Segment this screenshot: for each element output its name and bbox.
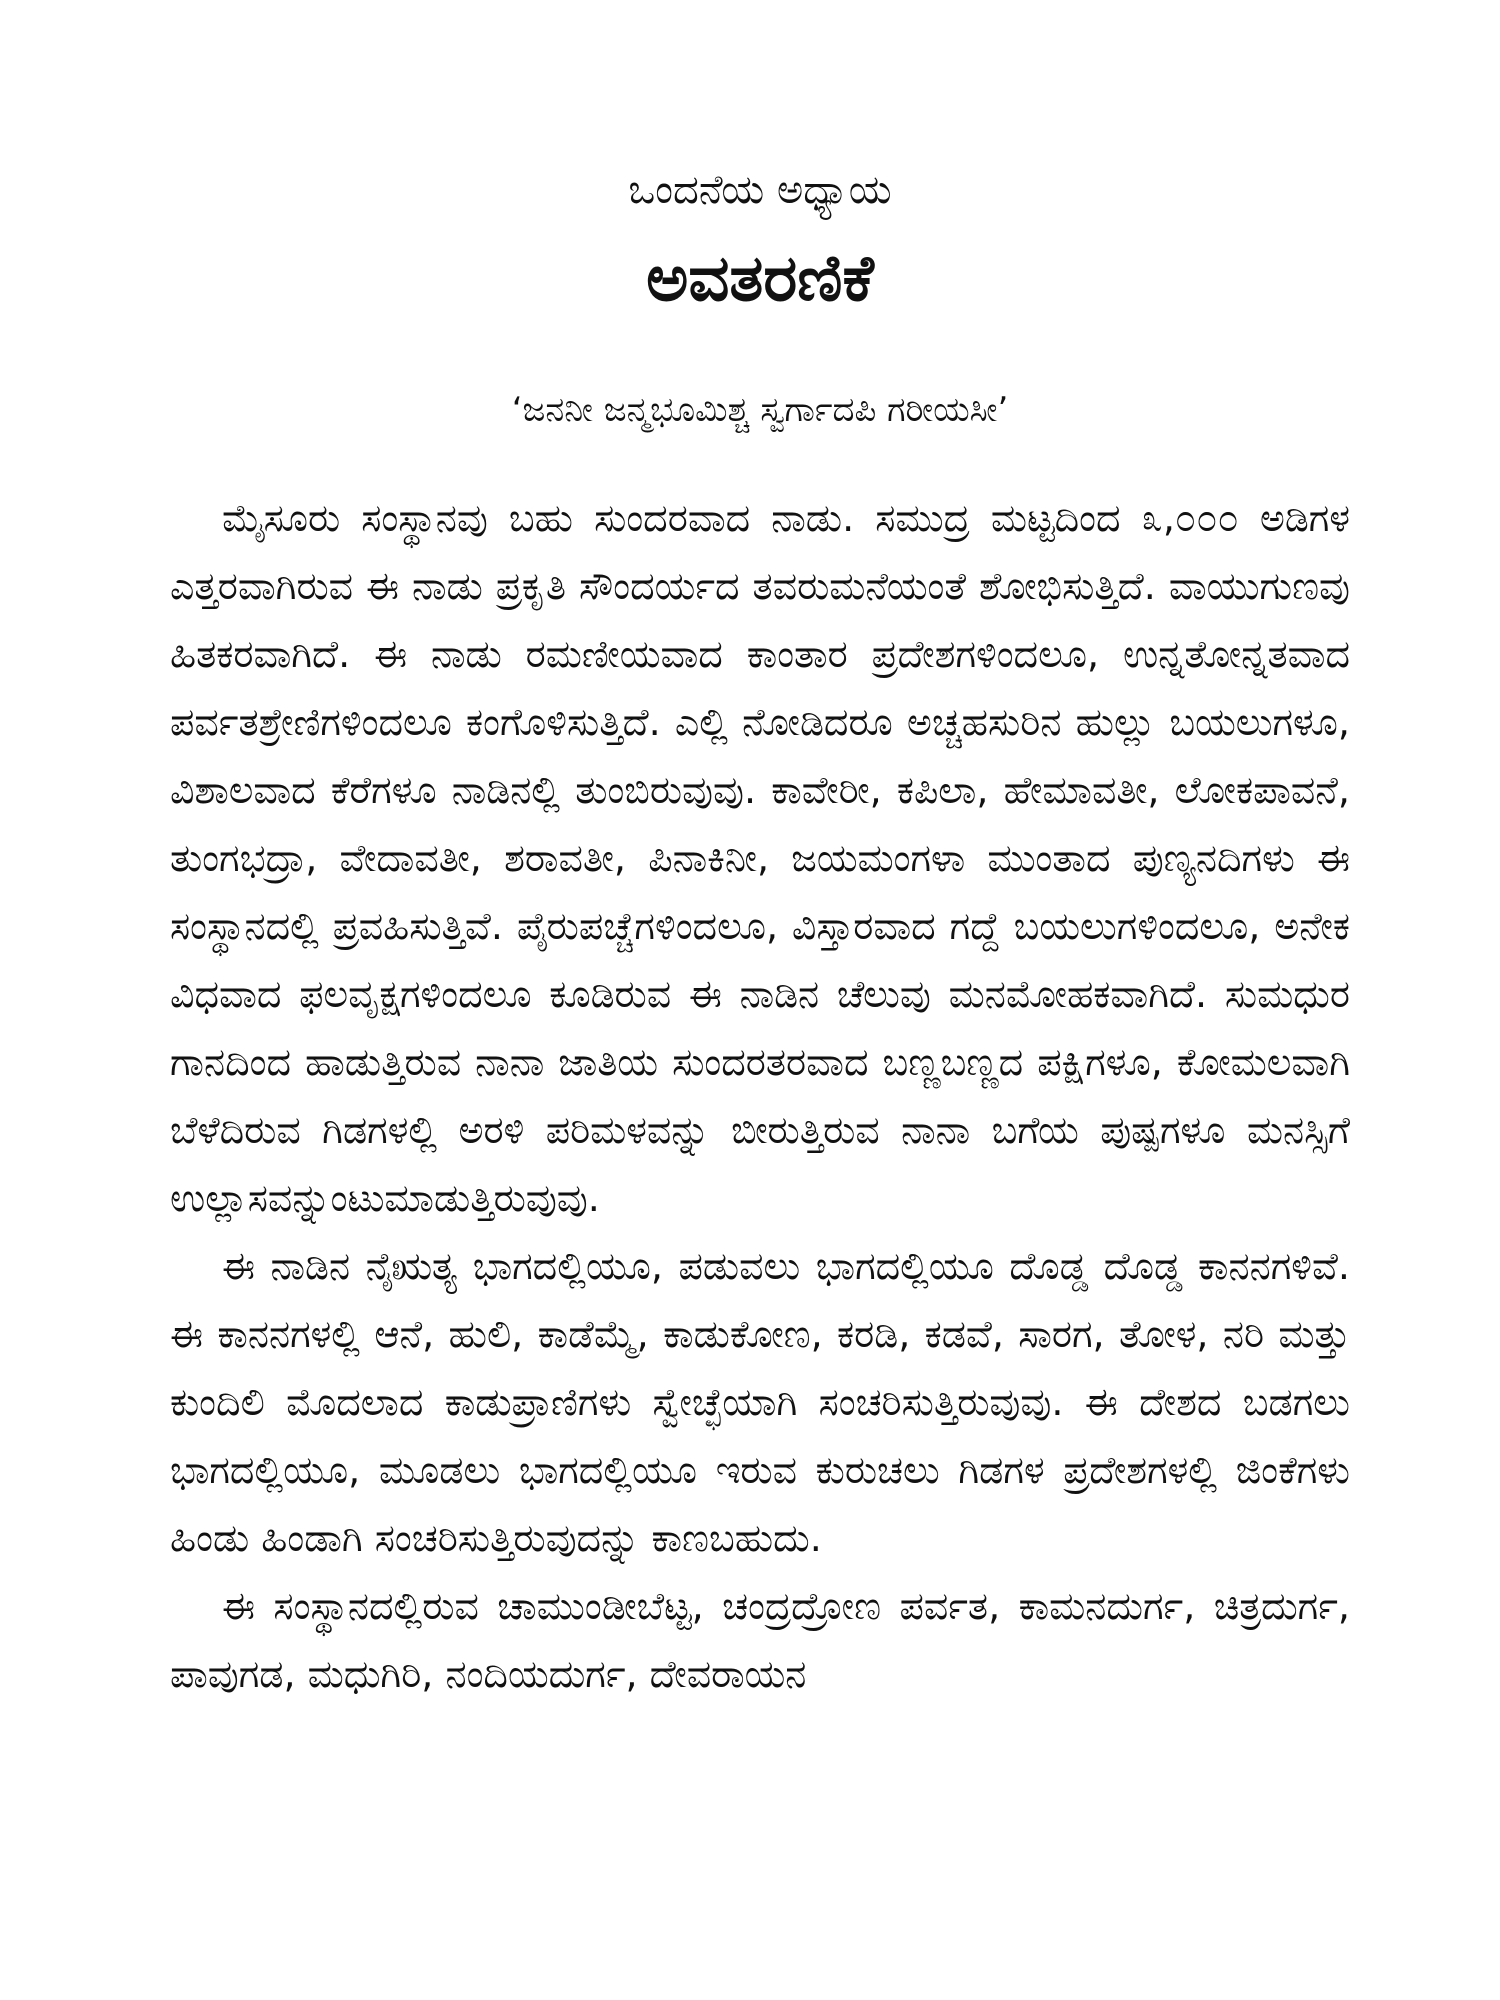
page-content — [170, 160, 1350, 1708]
epigraph-quote: ‘ಜನನೀ ಜನ್ಮಭೂಮಿಶ್ಚ ಸ್ವರ್ಗಾದಪಿ ಗರೀಯಸೀ’ — [511, 390, 1009, 430]
body-paragraph-2: ಈ ನಾಡಿನ ನೈಋತ್ಯ ಭಾಗದಲ್ಲಿಯೂ, ಪಡುವಲು ಭಾಗದಲ್ಲಿಯೂ ದೊಡ್ಡ ದೊಡ್ಡ ಕಾನನಗಳಿವೆ. ಈ ಕಾನನಗಳಲ್ಲಿ ಆನೆ, ಹುಲಿ, ಕಾಡೆಮ್ಮೆ, ಕಾಡುಕೋಣ, ಕರಡಿ, ಕಡವೆ, ಸಾರಗ, ತೋಳ, ನರಿ ಮತ್ತು ಕುಂದಿಲಿ ಮೊದಲಾದ ಕಾಡುಪ್ರಾಣಿಗಳು ಸ್ವೇಚ್ಛೆಯಾಗಿ ಸಂಚರಿಸುತ್ತಿರುವುವು. ಈ ದೇಶದ ಬಡಗಲು ಭಾಗದಲ್ಲಿಯೂ, ಮೂಡಲು ಭಾಗದಲ್ಲಿಯೂ ಇರುವ ಕುರುಚಲು ಗಿಡಗಳ ಪ್ರದೇಶಗಳಲ್ಲಿ ಜಿಂಕೆಗಳು ಹಿಂಡು ಹಿಂಡಾಗಿ ಸಂಚರಿಸುತ್ತಿರುವುದನ್ನು ಕಾಣಬಹುದು. — [170, 1244, 1350, 1560]
body-paragraph-3: ಈ ಸಂಸ್ಥಾನದಲ್ಲಿರುವ ಚಾಮುಂಡೀಬೆಟ್ಟ, ಚಂದ್ರದ್ರೋಣ ಪರ್ವತ, ಕಾಮನದುರ್ಗ, ಚಿತ್ರದುರ್ಗ, ಪಾವುಗಡ, ಮಧುಗಿರಿ, ನಂದಿಯದುರ್ಗ, ದೇವರಾಯನ — [170, 1584, 1350, 1696]
chapter-label: ಒಂದನೆಯ ಅಧ್ಯಾಯ — [628, 167, 892, 213]
body-paragraph-1: ಮೈಸೂರು ಸಂಸ್ಥಾನವು ಬಹು ಸುಂದರವಾದ ನಾಡು. ಸಮುದ್ರ ಮಟ್ಟದಿಂದ ೩,೦೦೦ ಅಡಿಗಳ ಎತ್ತರವಾಗಿರುವ ಈ ನಾಡು ಪ್ರಕೃತಿ ಸೌಂದರ್ಯದ ತವರುಮನೆಯಂತೆ ಶೋಭಿಸುತ್ತಿದೆ. ವಾಯುಗುಣವು ಹಿತಕರವಾಗಿದೆ. ಈ ನಾಡು ರಮಣೀಯವಾದ ಕಾಂತಾರ ಪ್ರದೇಶಗಳಿಂದಲೂ, ಉನ್ನತೋನ್ನತವಾದ ಪರ್ವತಶ್ರೇಣಿಗಳಿಂದಲೂ ಕಂಗೊಳಿಸುತ್ತಿದೆ. ಎಲ್ಲಿ ನೋಡಿದರೂ ಅಚ್ಚಹಸುರಿನ ಹುಲ್ಲು ಬಯಲುಗಳೂ, ವಿಶಾಲವಾದ ಕೆರೆಗಳೂ ನಾಡಿನಲ್ಲಿ ತುಂಬಿರುವುವು. ಕಾವೇರೀ, ಕಪಿಲಾ, ಹೇಮಾವತೀ, ಲೋಕಪಾವನೆ, ತುಂಗಭದ್ರಾ, ವೇದಾವತೀ, ಶರಾವತೀ, ಪಿನಾಕಿನೀ, ಜಯಮಂಗಳಾ ಮುಂತಾದ ಪುಣ್ಯನದಿಗಳು ಈ ಸಂಸ್ಥಾನದಲ್ಲಿ ಪ್ರವಹಿಸುತ್ತಿವೆ. ಪೈರುಪಚ್ಚೆಗಳಿಂದಲೂ, ವಿಸ್ತಾರವಾದ ಗದ್ದೆ ಬಯಲುಗಳಿಂದಲೂ, ಅನೇಕ ವಿಧವಾದ ಫಲವೃಕ್ಷಗಳಿಂದಲೂ ಕೂಡಿರುವ ಈ ನಾಡಿನ ಚೆಲುವು ಮನಮೋಹಕವಾಗಿದೆ. ಸುಮಧುರ ಗಾನದಿಂದ ಹಾಡುತ್ತಿರುವ ನಾನಾ ಜಾತಿಯ ಸುಂದರತರವಾದ ಬಣ್ಣಬಣ್ಣದ ಪಕ್ಷಿಗಳೂ, ಕೋಮಲವಾಗಿ ಬೆಳೆದಿರುವ ಗಿಡಗಳಲ್ಲಿ ಅರಳಿ ಪರಿಮಳವನ್ನು ಬೀರುತ್ತಿರುವ ನಾನಾ ಬಗೆಯ ಪುಷ್ಪಗಳೂ ಮನಸ್ಸಿಗೆ ಉಲ್ಲಾಸವನ್ನುಂಟುಮಾಡುತ್ತಿರುವುವು. — [170, 496, 1350, 1220]
chapter-title: ಅವತರಣಿಕೆ — [646, 242, 874, 316]
